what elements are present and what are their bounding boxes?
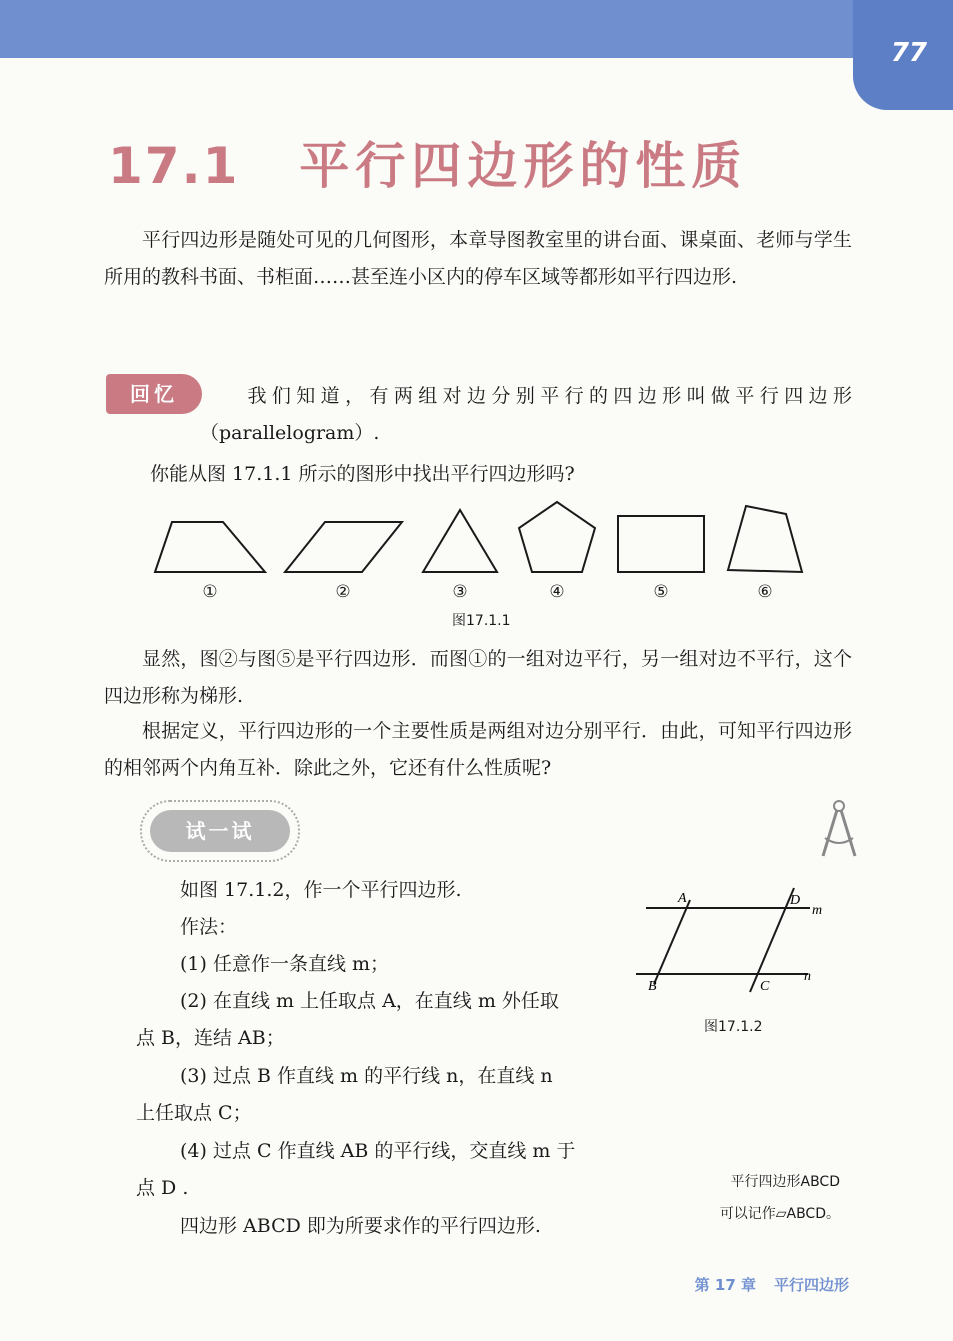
section-number: 17.1 <box>108 137 240 195</box>
conclusion-text: 四边形 ABCD 即为所要求作的平行四边形. <box>180 1215 541 1237</box>
question-text: 你能从图 17.1.1 所示的图形中找出平行四边形吗? <box>150 463 575 485</box>
shape-label-4: ④ <box>549 582 565 602</box>
shape-label-5: ⑤ <box>653 582 669 602</box>
point-label-c: C <box>760 979 770 994</box>
header-band <box>0 0 953 58</box>
obvious-paragraph: 显然，图②与图⑤是平行四边形．而图①的一组对边平行，另一组对边不平行，这个四边形称为梯形. <box>104 648 852 707</box>
method-label: 作法： <box>180 916 238 938</box>
shape-label-1: ① <box>202 582 218 602</box>
footer-chapter: 第 17 章 <box>694 1276 756 1294</box>
side-note-line-1: 平行四边形ABCD <box>730 1174 840 1190</box>
figure-17-1-1-shapes <box>0 500 953 580</box>
figure-17-1-2-caption: 图17.1.2 <box>704 1019 763 1035</box>
intro-paragraph: 平行四边形是随处可见的几何图形，本章导图教室里的讲台面、课桌面、老师与学生所用的教科书面、书柜面……甚至连小区内的停车区域等都形如平行四边形. <box>104 229 852 288</box>
figure-17-1-2-diagram <box>630 880 830 1000</box>
line-label-m: m <box>812 903 823 918</box>
compass-icon <box>815 798 865 862</box>
shape-trapezoid <box>155 522 265 572</box>
line-label-n: n <box>804 969 811 984</box>
shape-triangle <box>423 510 497 572</box>
definition-paragraph: 根据定义，平行四边形的一个主要性质是两组对边分别平行．由此，可知平行四边形的相邻两个内角互补．除此之外，它还有什么性质呢? <box>104 720 852 779</box>
side-note-line-2: 可以记作▱ABCD。 <box>719 1206 840 1222</box>
page-number: 77 <box>890 38 927 68</box>
section-title-text: 平行四边形的性质 <box>299 137 748 195</box>
step-2: (2) 在直线 m 上任取点 A，在直线 m 外任取点 B，连结 AB； <box>136 990 559 1049</box>
segment-cd <box>750 888 794 992</box>
point-label-a: A <box>678 891 687 906</box>
recall-text: 我们知道，有两组对边分别平行的四边形叫做平行四边形（parallelogram）. <box>200 385 852 444</box>
shape-parallelogram <box>285 522 402 572</box>
segment-ab <box>654 900 690 984</box>
point-label-d: D <box>790 893 801 908</box>
figure-17-1-1-caption: 图17.1.1 <box>452 613 511 629</box>
step-3: (3) 过点 B 作直线 m 的平行线 n，在直线 n 上任取点 C； <box>136 1065 553 1124</box>
try-it-label: 试一试 <box>150 810 290 852</box>
try-it-intro: 如图 17.1.2，作一个平行四边形. <box>180 879 462 901</box>
step-1: (1) 任意作一条直线 m； <box>180 953 390 975</box>
shape-rectangle <box>618 516 704 572</box>
shape-label-2: ② <box>335 582 351 602</box>
shape-label-6: ⑥ <box>757 582 773 602</box>
shape-label-3: ③ <box>452 582 468 602</box>
recall-badge: 回忆 <box>106 374 202 414</box>
page-footer <box>695 1274 849 1295</box>
try-it-badge <box>140 800 300 862</box>
shape-pentagon <box>519 502 595 572</box>
shape-quadrilateral <box>728 506 802 572</box>
page-number-tab <box>853 0 953 110</box>
step-4: (4) 过点 C 作直线 AB 的平行线，交直线 m 于点 D . <box>136 1140 576 1199</box>
point-label-b: B <box>648 979 657 994</box>
section-title <box>108 126 747 198</box>
footer-title: 平行四边形 <box>773 1276 849 1294</box>
